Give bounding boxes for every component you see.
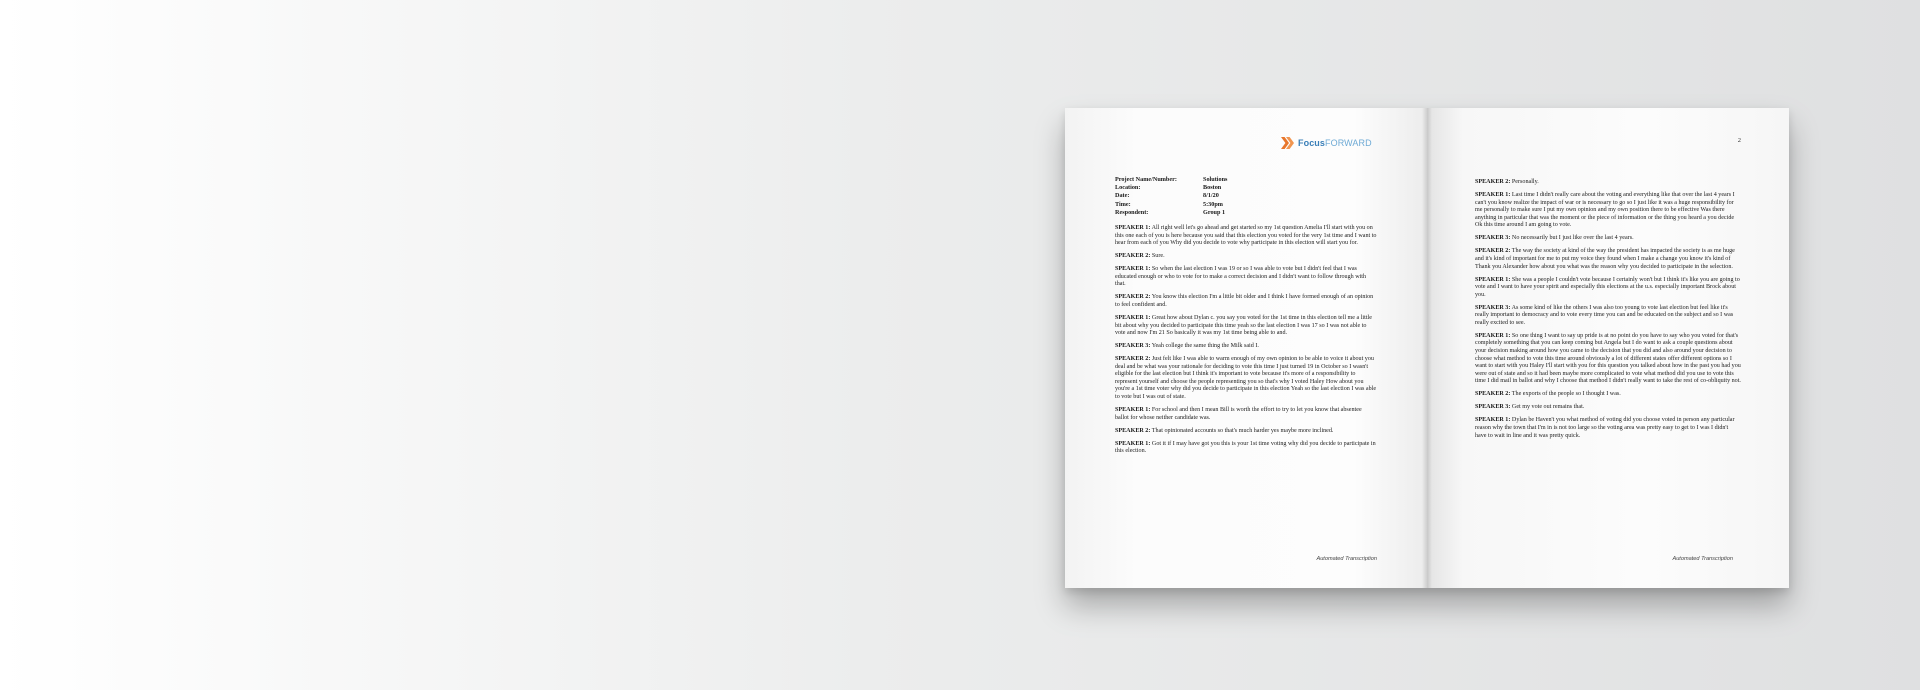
speaker-text: Dylan be Haven't you what method of voting did you choose voted in person any particular reason why the town that I'm in is not too large so the voting area was pretty easy to get to I was I didn't have to wait in line and it was pretty quick.: [1475, 417, 1735, 439]
transcript-turn: [1475, 333, 1741, 386]
speaker-text: The exports of the people so I thought I was.: [1510, 391, 1621, 398]
speaker-text: So when the last election I was 19 or so I was able to vote but I didn't feel that I was educated enough or who to vote for to make a correct decision and I didn't want to follow through with that.: [1115, 266, 1367, 288]
speaker-label: SPEAKER 1:: [1115, 407, 1151, 414]
speaker-text: Great how about Dylan c. you say you voted for the 1st time in this election tell me a little bit about why you decided to participate this time yeah so the last election I was 17 so I was not able to vote and now I'm 21 So basically it was my 1st time being able to and.: [1115, 314, 1372, 337]
logo-wordmark: FocusFORWARD: [1298, 138, 1372, 148]
meta-value: Boston: [1203, 184, 1222, 192]
transcript-turn: [1475, 305, 1741, 328]
speaker-text: Personally.: [1510, 179, 1539, 185]
meta-row: [1115, 201, 1227, 209]
transcript-turn: [1115, 356, 1377, 402]
transcript-turn: [1475, 417, 1741, 440]
speaker-label: SPEAKER 3:: [1475, 404, 1511, 411]
speaker-label: SPEAKER 1:: [1475, 332, 1511, 339]
right-page: [1427, 108, 1789, 588]
transcript-turn: [1115, 428, 1377, 436]
meta-value: Group 1: [1203, 208, 1226, 216]
transcript-turn: [1115, 441, 1377, 456]
speaker-label: SPEAKER 3:: [1115, 343, 1151, 350]
transcript-right: [1475, 179, 1741, 446]
speaker-text: Last time I didn't really care about the voting and everything like that over the last 4 years I can't you know realize the impact of war or is necessary to go so I just like it was a huge responsibility for me personally to make sure I put my own opinion and my own position there to be effective Was there anything in particular that was the moment or the piece of information or the thing you heard a you decide Ok this time around I am going to vote.: [1475, 191, 1735, 229]
transcript-turn: [1115, 343, 1377, 351]
project-meta: [1115, 176, 1227, 217]
speaker-label: SPEAKER 3:: [1475, 304, 1511, 311]
speaker-text: Get my vote out remains that.: [1510, 404, 1585, 411]
meta-value: Solutions: [1203, 176, 1228, 183]
speaker-label: SPEAKER 3:: [1475, 235, 1511, 242]
speaker-label: SPEAKER 1:: [1115, 225, 1151, 231]
meta-value: 5:30pm: [1203, 200, 1223, 208]
speaker-label: SPEAKER 2:: [1475, 179, 1511, 185]
transcript-turn: [1115, 225, 1377, 248]
speaker-text: Sure.: [1150, 253, 1165, 260]
transcript-turn: [1115, 253, 1377, 261]
transcript-turn: [1475, 235, 1741, 243]
speaker-text: Just felt like I was able to warm enough of my own opinion to be able to voice it about you deal and be what was your rationale for deciding to vote this time I just turned 19 in October so I wasn't eligible for the last election but I think it's important to vote because it's more of a responsibility to represent yourself and choose the people representing you so that's why I voted Haley How about you you're a 1st time voter why did you decide to participate in this election Yeah so the last election I was able to vote but I was out of state.: [1115, 356, 1377, 401]
transcript-left: [1115, 225, 1377, 461]
speaker-text: The way the society at kind of the way the president has impacted the society is as me huge and it's kind of important for me to put my voice they found when I make a change you know it's kind of Thank you Alexander how about you what was the reason why you decided to participate in the selection.: [1475, 248, 1735, 270]
left-page: [1065, 108, 1427, 588]
transcript-turn: [1475, 391, 1741, 399]
speaker-text: So one thing I want to say up pride is at no point do you have to say who you voted for that's completely something that you can keep coming but Angela but I do want to ask a couple questions about your decision making around how you came to the decision that you did and also around your decision to choose what method to vote this time around obviously a lot of different states offer different options so I want to start with you Haley I'll start with you for this question you talked about how in the past you had you were out of state and so it had been maybe more complicated to vote what method did you use to vote this time I did mail in ballot and why I choose that method I didn't really want to take the rest of co-obliquity not.: [1475, 332, 1741, 385]
speaker-text: No necessarily but I just like over the last 4 years.: [1510, 235, 1634, 242]
speaker-label: SPEAKER 1:: [1475, 276, 1511, 283]
page-number: 2: [1737, 137, 1741, 144]
speaker-label: SPEAKER 1:: [1475, 417, 1511, 424]
speaker-text: She was a people I couldn't vote because I certainly won't but I think it's like you are going to vote and I want to have your spirit and especially this elections at the u.s. especially important Brock about you.: [1475, 276, 1740, 298]
page-footer: Automated Transcription: [1672, 556, 1733, 562]
speaker-label: SPEAKER 2:: [1475, 391, 1511, 398]
meta-row: [1115, 184, 1227, 192]
speaker-label: SPEAKER 2:: [1115, 294, 1151, 301]
speaker-label: SPEAKER 2:: [1115, 253, 1151, 260]
transcript-turn: [1475, 277, 1741, 300]
speaker-label: SPEAKER 1:: [1115, 266, 1151, 273]
meta-label: Project Name/Number:: [1115, 176, 1177, 183]
booklet-spine: [1422, 108, 1432, 588]
transcript-turn: [1115, 266, 1377, 289]
speaker-label: SPEAKER 2:: [1475, 248, 1511, 255]
speaker-text: That opinionated accounts so that's much harder yes maybe more inclined.: [1150, 427, 1334, 434]
speaker-text: All right well let's go ahead and get started so my 1st question Amelia I'll start with you on this one each of you is here because you said that this election you voted for the very 1st time and I want to hear from each of you Why did you decide to vote why participate in this election will start you for.: [1115, 225, 1377, 247]
speaker-text: Got it if I may have got you this is your 1st time voting why did you decide to participate in this election.: [1115, 440, 1376, 455]
chevron-logo-icon: [1281, 136, 1295, 150]
meta-row: [1115, 176, 1227, 184]
focus-forward-logo: [1281, 136, 1372, 150]
page-footer: Automated Transcription: [1316, 556, 1377, 562]
transcript-turn: [1475, 248, 1741, 271]
meta-label: Location:: [1115, 184, 1141, 192]
meta-row: [1115, 209, 1227, 217]
transcript-turn: [1475, 404, 1741, 412]
speaker-text: Yeah college the same thing the Milk said I.: [1150, 343, 1259, 350]
speaker-label: SPEAKER 2:: [1115, 356, 1151, 363]
speaker-text: As some kind of like the others I was also too young to vote last election but feel like it's really important to democracy and to vote every time you can and be educated on the subject and so I was really excited to see.: [1475, 304, 1734, 326]
transcript-turn: [1115, 315, 1377, 338]
transcript-turn: [1475, 179, 1741, 187]
speaker-text: You know this election I'm a little bit older and I think I have formed enough of an opinion to feel confident and.: [1115, 294, 1374, 308]
speaker-label: SPEAKER 1:: [1115, 314, 1151, 321]
transcript-turn: [1475, 192, 1741, 230]
meta-label: Respondent:: [1115, 208, 1149, 216]
meta-label: Date:: [1115, 192, 1130, 200]
speaker-label: SPEAKER 1:: [1475, 191, 1511, 198]
meta-row: [1115, 192, 1227, 200]
speaker-label: SPEAKER 1:: [1115, 440, 1151, 447]
meta-label: Time:: [1115, 200, 1131, 208]
transcript-booklet: [1065, 108, 1789, 588]
transcript-turn: [1115, 407, 1377, 422]
speaker-label: SPEAKER 2:: [1115, 427, 1151, 434]
meta-value: 8/1/20: [1203, 192, 1219, 200]
transcript-turn: [1115, 294, 1377, 309]
speaker-text: For school and then I mean Bill is worth the effort to try to let you know that absentee ballot for whose neither candidate was.: [1115, 407, 1362, 421]
